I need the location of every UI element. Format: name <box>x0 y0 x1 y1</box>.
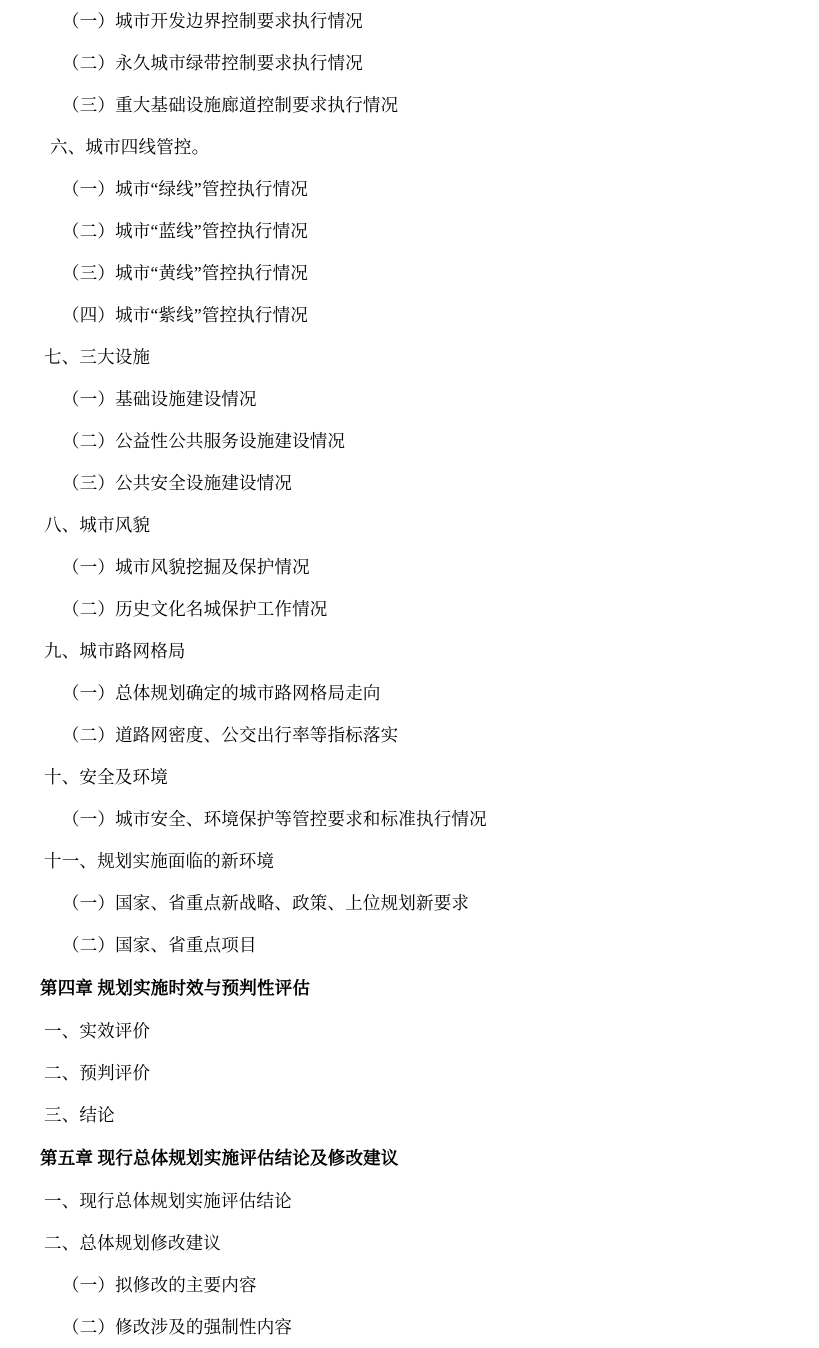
toc-entry[interactable]: （二）公益性公共服务设施建设情况 <box>62 431 346 451</box>
toc-entry[interactable]: 十、安全及环境 <box>44 767 168 787</box>
toc-entry[interactable]: 一、现行总体规划实施评估结论 <box>44 1191 292 1211</box>
toc-entry[interactable]: （二）道路网密度、公交出行率等指标落实 <box>62 725 399 745</box>
toc-entry[interactable]: （一）国家、省重点新战略、政策、上位规划新要求 <box>62 893 470 913</box>
toc-entry[interactable]: （一）拟修改的主要内容 <box>62 1275 257 1295</box>
toc-entry[interactable]: （一）城市风貌挖掘及保护情况 <box>62 557 310 577</box>
toc-entry[interactable]: 二、预判评价 <box>44 1063 151 1083</box>
toc-entry[interactable]: 九、城市路网格局 <box>44 641 186 661</box>
toc-entry[interactable]: 三、结论 <box>44 1105 115 1125</box>
toc-entry[interactable]: 十一、规划实施面临的新环境 <box>44 851 275 871</box>
toc-entry[interactable]: （三）公共安全设施建设情况 <box>62 473 293 493</box>
toc-entry[interactable]: （一）城市安全、环境保护等管控要求和标准执行情况 <box>62 809 487 829</box>
toc-entry[interactable]: 二、总体规划修改建议 <box>44 1233 221 1253</box>
toc-entry[interactable]: （三）重大基础设施廊道控制要求执行情况 <box>62 95 399 115</box>
toc-entry[interactable]: （二）国家、省重点项目 <box>62 935 257 955</box>
table-of-contents <box>40 0 793 1348</box>
toc-chapter-heading[interactable]: 第五章 现行总体规划实施评估结论及修改建议 <box>40 1148 399 1168</box>
toc-entry[interactable]: （二）修改涉及的强制性内容 <box>62 1317 293 1337</box>
toc-entry[interactable]: 八、城市风貌 <box>44 515 151 535</box>
toc-entry[interactable]: 七、三大设施 <box>44 347 151 367</box>
toc-entry[interactable]: （一）基础设施建设情况 <box>62 389 257 409</box>
toc-entry[interactable]: （二）历史文化名城保护工作情况 <box>62 599 328 619</box>
toc-entry[interactable]: （一）总体规划确定的城市路网格局走向 <box>62 683 381 703</box>
toc-entry[interactable]: （二）城市“蓝线”管控执行情况 <box>62 221 309 241</box>
toc-entry[interactable]: 一、实效评价 <box>44 1021 151 1041</box>
toc-chapter-heading[interactable]: 第四章 规划实施时效与预判性评估 <box>40 978 311 998</box>
toc-entry[interactable]: （三）城市“黄线”管控执行情况 <box>62 263 309 283</box>
toc-entry[interactable]: （一）城市开发边界控制要求执行情况 <box>62 11 363 31</box>
toc-entry[interactable]: （一）城市“绿线”管控执行情况 <box>62 179 309 199</box>
toc-entry[interactable]: （四）城市“紫线”管控执行情况 <box>62 305 309 325</box>
toc-entry[interactable]: （二）永久城市绿带控制要求执行情况 <box>62 53 363 73</box>
toc-entry[interactable]: 六、城市四线管控。 <box>50 137 210 157</box>
